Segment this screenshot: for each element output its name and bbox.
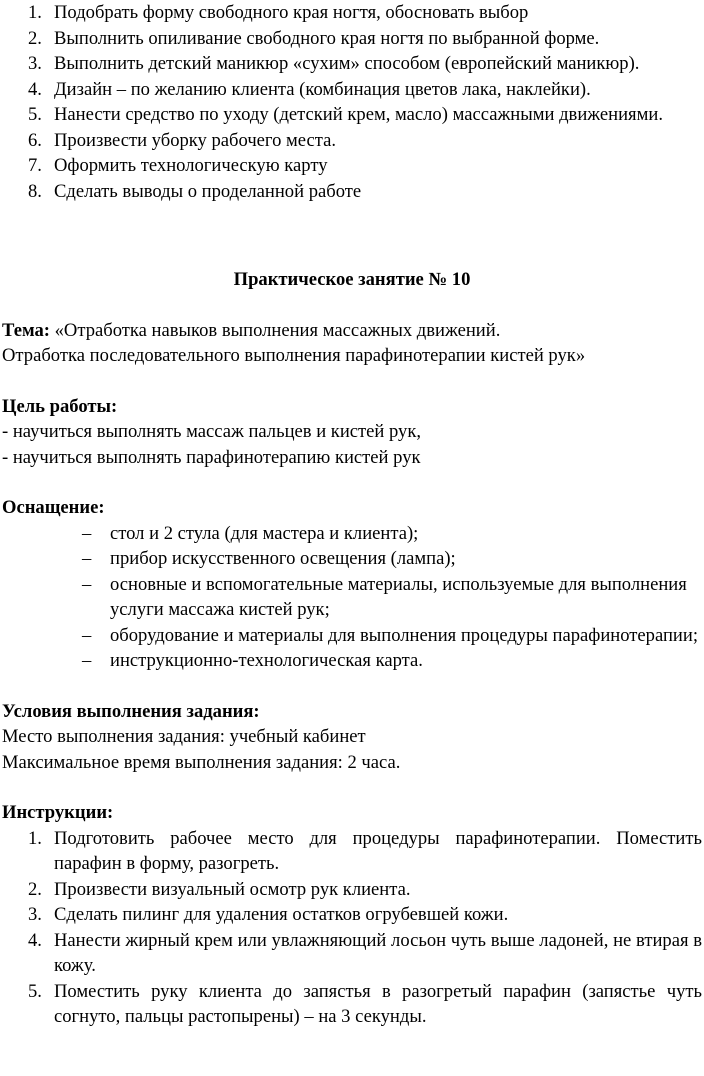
list-text: Подобрать форму свободного края ногтя, обосновать выбор (54, 2, 529, 23)
list-item (2, 51, 702, 77)
list-text: Произвести визуальный осмотр рук клиента. (54, 878, 411, 900)
list-number: 4. (28, 78, 42, 100)
list-item (2, 179, 702, 205)
list-text: Поместить руку клиента до запястья в разогретый парафин (запястье чуть согнуто, пальцы растопырены) – на 3 секунды. (54, 980, 702, 1027)
list-item (2, 979, 702, 1030)
dash-bullet: – (82, 650, 92, 671)
list-item (2, 102, 702, 128)
topic-label: Тема: (2, 319, 50, 341)
topic-line (2, 318, 702, 344)
spacer (2, 369, 702, 394)
goal-item: - научиться выполнять парафинотерапию кистей рук (2, 446, 421, 468)
list-text: Выполнить детский маникюр «сухим» способом (европейский маникюр). (54, 53, 640, 74)
equipment-item (2, 546, 702, 572)
spacer (2, 775, 702, 800)
list-number: 4. (28, 929, 42, 951)
equipment-list (2, 521, 702, 674)
equipment-label: Оснащение: (2, 497, 105, 518)
list-number: 3. (28, 53, 42, 74)
lesson-title: Практическое занятие № 10 (233, 269, 471, 290)
conditions-place: Место выполнения задания: учебный кабинет (2, 726, 366, 747)
list-item (2, 826, 702, 877)
list-item (2, 77, 702, 103)
list-text: Подготовить рабочее место для процедуры парафинотерапии. Поместить парафин в форму, разогреть. (54, 827, 702, 874)
list-text: Сделать выводы о проделанной работе (54, 180, 362, 202)
list-number: 1. (28, 2, 42, 23)
instructions-label: Инструкции: (2, 802, 114, 823)
list-number: 5. (28, 104, 42, 125)
equipment-item (2, 648, 702, 674)
list-text: Нанести средство по уходу (детский крем, масло) массажными движениями. (54, 104, 663, 125)
equipment-text: оборудование и материалы для выполнения процедуры парафинотерапии; (110, 624, 698, 646)
list-number: 5. (28, 980, 42, 1002)
dash-bullet: – (82, 573, 92, 595)
list-text: Нанести жирный крем или увлажняющий лосьон чуть выше ладоней, не втирая в кожу. (54, 929, 702, 976)
spacer (2, 674, 702, 699)
list-item (2, 877, 702, 903)
spacer (2, 293, 702, 318)
list-number: 8. (28, 180, 42, 202)
dash-bullet: – (82, 624, 92, 646)
conditions-label: Условия выполнения задания: (2, 700, 260, 722)
list-text: Произвести уборку рабочего места. (54, 129, 337, 151)
equipment-text: инструкционно-технологическая карта. (110, 650, 423, 671)
list-text: Сделать пилинг для удаления остатков огрубевшей кожи. (54, 904, 509, 925)
dash-bullet: – (82, 548, 92, 569)
list-number: 2. (28, 27, 42, 49)
list-text: Оформить технологическую карту (54, 155, 328, 176)
equipment-text: основные и вспомогательные материалы, используемые для выполнения услуги массажа кистей рук; (110, 573, 687, 620)
list-item (2, 902, 702, 928)
list-item (2, 26, 702, 52)
list-item (2, 928, 702, 979)
task-list (2, 0, 702, 204)
equipment-item (2, 623, 702, 649)
goal-item: - научиться выполнять массаж пальцев и кистей рук, (2, 421, 422, 442)
list-item (2, 128, 702, 154)
list-item (2, 153, 702, 179)
list-number: 1. (28, 827, 42, 849)
list-number: 3. (28, 904, 42, 925)
instructions-list (2, 826, 702, 1030)
equipment-item (2, 572, 702, 623)
equipment-text: стол и 2 стула (для мастера и клиента); (110, 522, 419, 544)
list-number: 6. (28, 129, 42, 151)
goal-label: Цель работы: (2, 395, 118, 417)
topic-text-2: Отработка последовательного выполнения парафинотерапии кистей рук» (2, 345, 586, 366)
spacer (2, 204, 702, 267)
equipment-text: прибор искусственного освещения (лампа); (110, 548, 456, 569)
list-text: Выполнить опиливание свободного края ногтя по выбранной форме. (54, 27, 600, 49)
topic-text-1: «Отработка навыков выполнения массажных движений. (49, 319, 501, 341)
equipment-item (2, 521, 702, 547)
list-item (2, 0, 702, 26)
list-number: 7. (28, 155, 42, 176)
dash-bullet: – (82, 522, 92, 544)
list-number: 2. (28, 878, 42, 900)
list-text: Дизайн – по желанию клиента (комбинация цветов лака, наклейки). (54, 78, 591, 100)
conditions-time: Максимальное время выполнения задания: 2 часа. (2, 751, 401, 773)
spacer (2, 470, 702, 495)
